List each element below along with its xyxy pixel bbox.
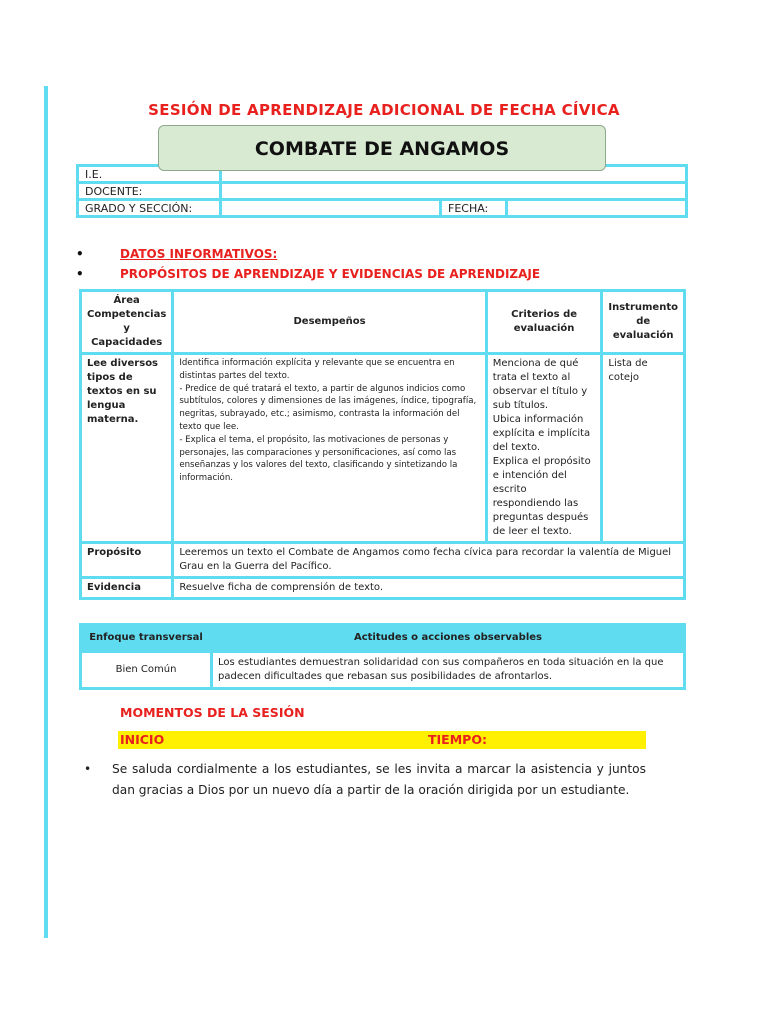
inicio-text: Se saluda cordialmente a los estudiantes, se les invita a marcar la asistencia y juntos dan gracias a Dios por un nuevo día a partir de la oración dirigida por un estudiante. [112,762,646,797]
transversal-row [81,652,685,689]
proposito-label: Propósito [81,543,173,578]
criterio-item: Ubica información explícita e implícita del texto. [492,414,591,453]
header-desempenos: Desempeños [173,291,486,354]
criterios-cell [486,354,602,543]
criterio-item: Menciona de qué trata el texto al observar el título y sub títulos. [492,358,588,411]
header-instrumento: Instrumento de evaluación [602,291,685,354]
transversal-header-row [81,625,685,652]
header-criterios: Criterios de evaluación [486,291,602,354]
learning-purposes-table [79,289,686,600]
topic-banner: COMBATE DE ANGAMOS [158,125,606,171]
propositos-heading: PROPÓSITOS DE APRENDIZAJE Y EVIDENCIAS DE APRENDIZAJE [120,267,541,281]
instrumento-cell: Lista de cotejo [602,354,685,543]
evidencia-text: Resuelve ficha de comprensión de texto. [173,578,685,599]
fecha-label: FECHA: [441,200,507,217]
info-table [76,164,688,218]
section-bullets [76,244,540,284]
bullet-datos [76,244,540,264]
desempenos-cell [173,354,486,543]
tiempo-label: TIEMPO: [428,732,487,747]
left-margin-rule [44,86,48,938]
desempeno-item: - Explica el tema, el propósito, las motivaciones de personas y personajes, las comparaciones y personificaciones, así como las enseñanzas y los valores del texto, clasificando y sintetizando la información. [179,434,458,484]
momentos-heading: MOMENTOS DE LA SESIÓN [120,705,305,720]
inicio-bar [118,731,646,749]
fecha-value-field[interactable] [507,200,687,217]
docente-value-field[interactable] [221,183,687,200]
bullet-icon: • [84,762,92,776]
bullet-icon: • [76,247,84,261]
docente-label: DOCENTE: [78,183,221,200]
grado-value-field[interactable] [221,200,441,217]
actitud-cell: Los estudiantes demuestran solidaridad con sus compañeros en toda situación en la que padecen dificultades que rebasan sus posibilidades de afrontarlos. [212,652,685,689]
plan-content-row [81,354,685,543]
enfoque-cell: Bien Común [81,652,212,689]
plan-evidencia-row [81,578,685,599]
bullet-propositos [76,264,540,284]
page-title: SESIÓN DE APRENDIZAJE ADICIONAL DE FECHA CÍVICA [148,101,620,119]
ie-label: I.E. [78,166,221,183]
desempeno-item: - Predice de qué tratará el texto, a partir de algunos indicios como subtítulos, colores y dimensiones de las imágenes, índice, tipografía, negritas, subrayado, etc.; asimismo, contrasta la información del texto que lee. [179,383,477,432]
evidencia-label: Evidencia [81,578,173,599]
header-area: Área Competencias y Capacidades [81,291,173,354]
bullet-icon: • [76,267,84,281]
info-row-grado [78,200,687,217]
grado-label: GRADO Y SECCIÓN: [78,200,221,217]
header-actitudes: Actitudes o acciones observables [212,625,685,652]
proposito-text: Leeremos un texto el Combate de Angamos como fecha cívica para recordar la valentía de Miguel Grau en la Guerra del Pacífico. [173,543,685,578]
plan-proposito-row [81,543,685,578]
inicio-paragraph [84,759,646,801]
info-row-docente [78,183,687,200]
competencia-cell: Lee diversos tipos de textos en su lengua materna. [81,354,173,543]
datos-heading: DATOS INFORMATIVOS: [120,247,278,261]
desempeno-item: Identifica información explícita y relevante que se encuentra en distintas partes del texto. [179,358,455,381]
criterio-item: Explica el propósito e intención del escrito respondiendo las preguntas después de leer el texto. [492,456,591,537]
inicio-label: INICIO [120,732,165,747]
header-enfoque: Enfoque transversal [81,625,212,652]
transversal-table [79,623,686,690]
plan-header-row [81,291,685,354]
